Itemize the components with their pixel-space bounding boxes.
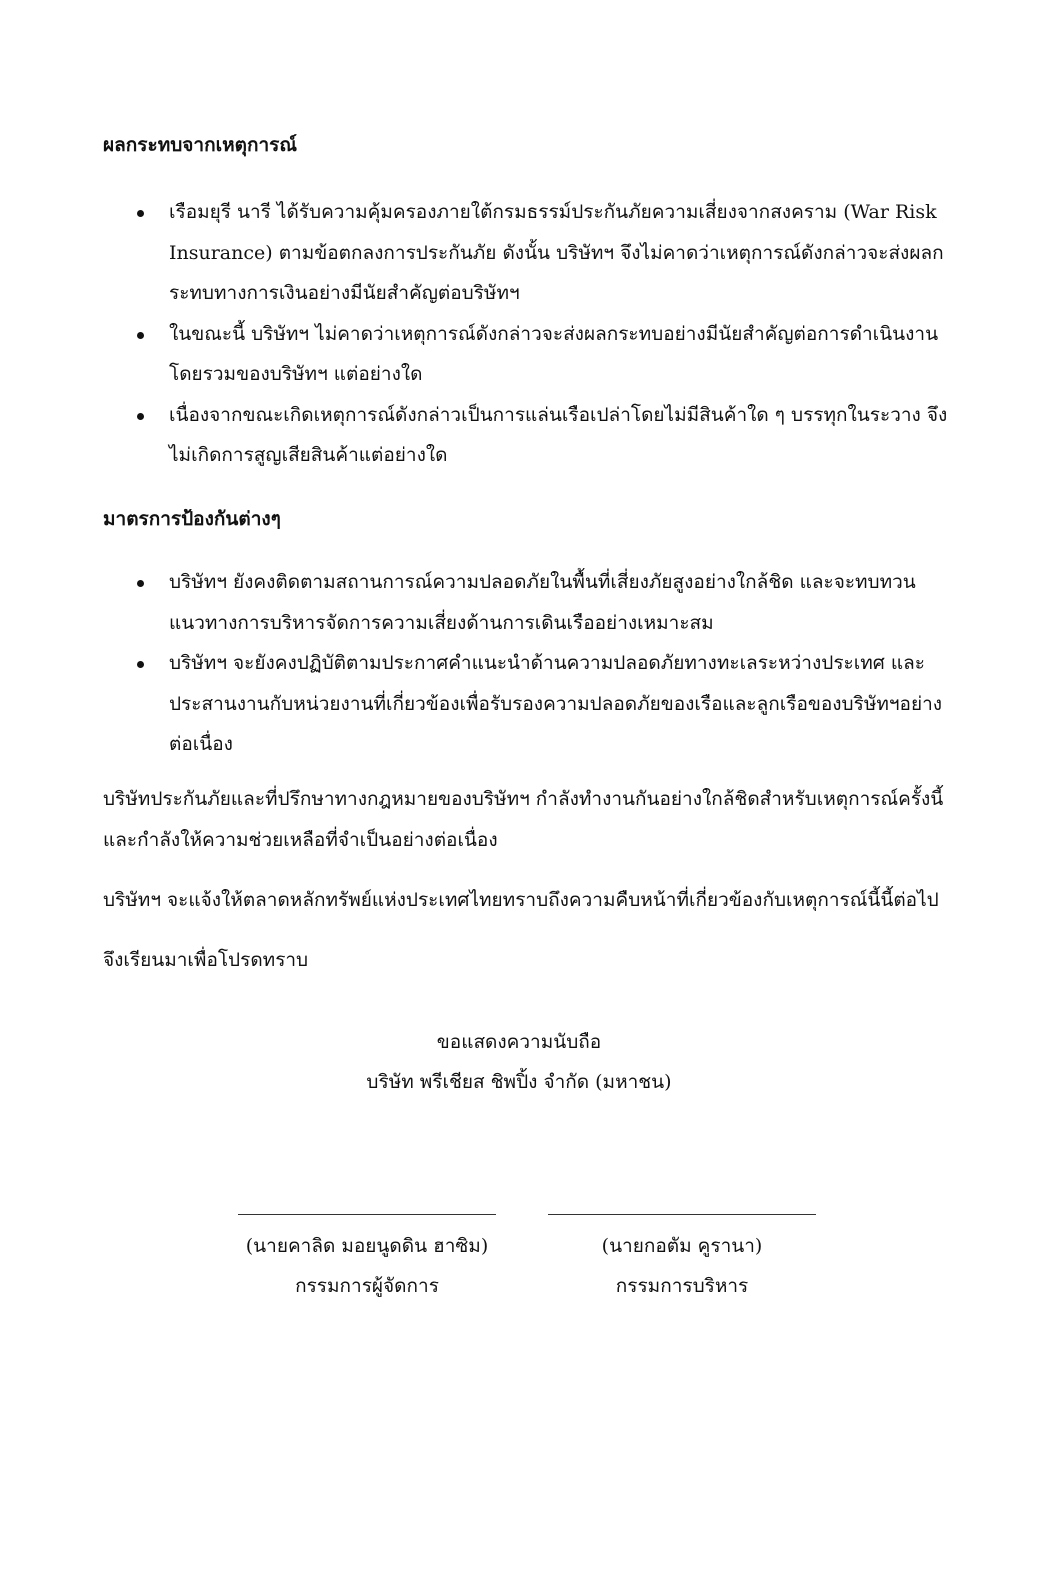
impact-item-text: เรือมยุรี นารี ได้รับความคุ้มครองภายใต้กรมธรรม์ประกันภัยความเสี่ยงจากสงคราม (War Risk Insurance) ตามข้อตกลงการประกันภัย ดังนั้น บริษัทฯ จึงไม่คาดว่าเหตุการณ์ดังกล่าวจะส่งผลกระทบทางการเงินอย่างมีนัยสำคัญต่อบริษัทฯ: [169, 201, 944, 304]
measure-item-text: บริษัทฯ ยังคงติดตามสถานการณ์ความปลอดภัยในพื้นที่เสี่ยงภัยสูงอย่างใกล้ชิด และจะทบทวนแนวทางการบริหารจัดการความเสี่ยงด้านการเดินเรืออย่างเหมาะสม: [169, 571, 916, 634]
list-item: [103, 314, 953, 395]
closing-line: จึงเรียนมาเพื่อโปรดทราบ: [103, 949, 309, 971]
signatory-name-left: (นายคาลิด มอยนูดดิน ฮาซิม): [245, 1235, 489, 1257]
impact-heading: ผลกระทบจากเหตุการณ์: [103, 134, 297, 156]
list-item: [103, 562, 953, 643]
signature-line-left: [238, 1214, 496, 1215]
measure-item-text: บริษัทฯ จะยังคงปฏิบัติตามประกาศคำแนะนำด้านความปลอดภัยทางทะเลระหว่างประเทศ และประสานงานกับหน่วยงานที่เกี่ยวข้องเพื่อรับรองความปลอดภัยของเรือและลูกเรือของบริษัทฯอย่างต่อเนื่อง: [169, 652, 943, 755]
bullet-icon: [137, 413, 144, 420]
list-item: [103, 643, 953, 765]
regards-text: ขอแสดงความนับถือ: [436, 1031, 602, 1053]
impact-item-text: เนื่องจากขณะเกิดเหตุการณ์ดังกล่าวเป็นการแล่นเรือเปล่าโดยไม่มีสินค้าใด ๆ บรรทุกในระวาง จึงไม่เกิดการสูญเสียสินค้าแต่อย่างใด: [169, 403, 948, 466]
signatory-title-right: กรรมการบริหาร: [615, 1275, 749, 1297]
signature-line-right: [548, 1214, 816, 1215]
signatory-title-left: กรรมการผู้จัดการ: [295, 1275, 439, 1297]
bullet-icon: [137, 661, 144, 668]
company-name: บริษัท พรีเชียส ชิพปิ้ง จำกัด (มหาชน): [366, 1071, 672, 1093]
notify-paragraph: บริษัทฯ จะแจ้งให้ตลาดหลักทรัพย์แห่งประเทศไทยทราบถึงความคืบหน้าที่เกี่ยวข้องกับเหตุการณ์นี้นี้ต่อไป: [103, 889, 939, 911]
list-item: [103, 395, 953, 476]
bullet-icon: [137, 332, 144, 339]
bullet-icon: [137, 210, 144, 217]
measures-heading: มาตรการป้องกันต่างๆ: [103, 508, 281, 530]
insurer-paragraph: บริษัทประกันภัยและที่ปรึกษาทางกฎหมายของบริษัทฯ กำลังทำงานกันอย่างใกล้ชิดสำหรับเหตุการณ์ครั้งนี้ และกำลังให้ความช่วยเหลือที่จำเป็นอย่างต่อเนื่อง: [103, 788, 944, 851]
list-item: [103, 192, 953, 314]
impact-item-text: ในขณะนี้ บริษัทฯ ไม่คาดว่าเหตุการณ์ดังกล่าวจะส่งผลกระทบอย่างมีนัยสำคัญต่อการดำเนินงานโดยรวมของบริษัทฯ แต่อย่างใด: [169, 322, 939, 385]
impact-list: [103, 192, 953, 476]
signatory-name-right: (นายกอตัม คูรานา): [601, 1235, 763, 1257]
measures-list: [103, 562, 953, 765]
bullet-icon: [137, 580, 144, 587]
